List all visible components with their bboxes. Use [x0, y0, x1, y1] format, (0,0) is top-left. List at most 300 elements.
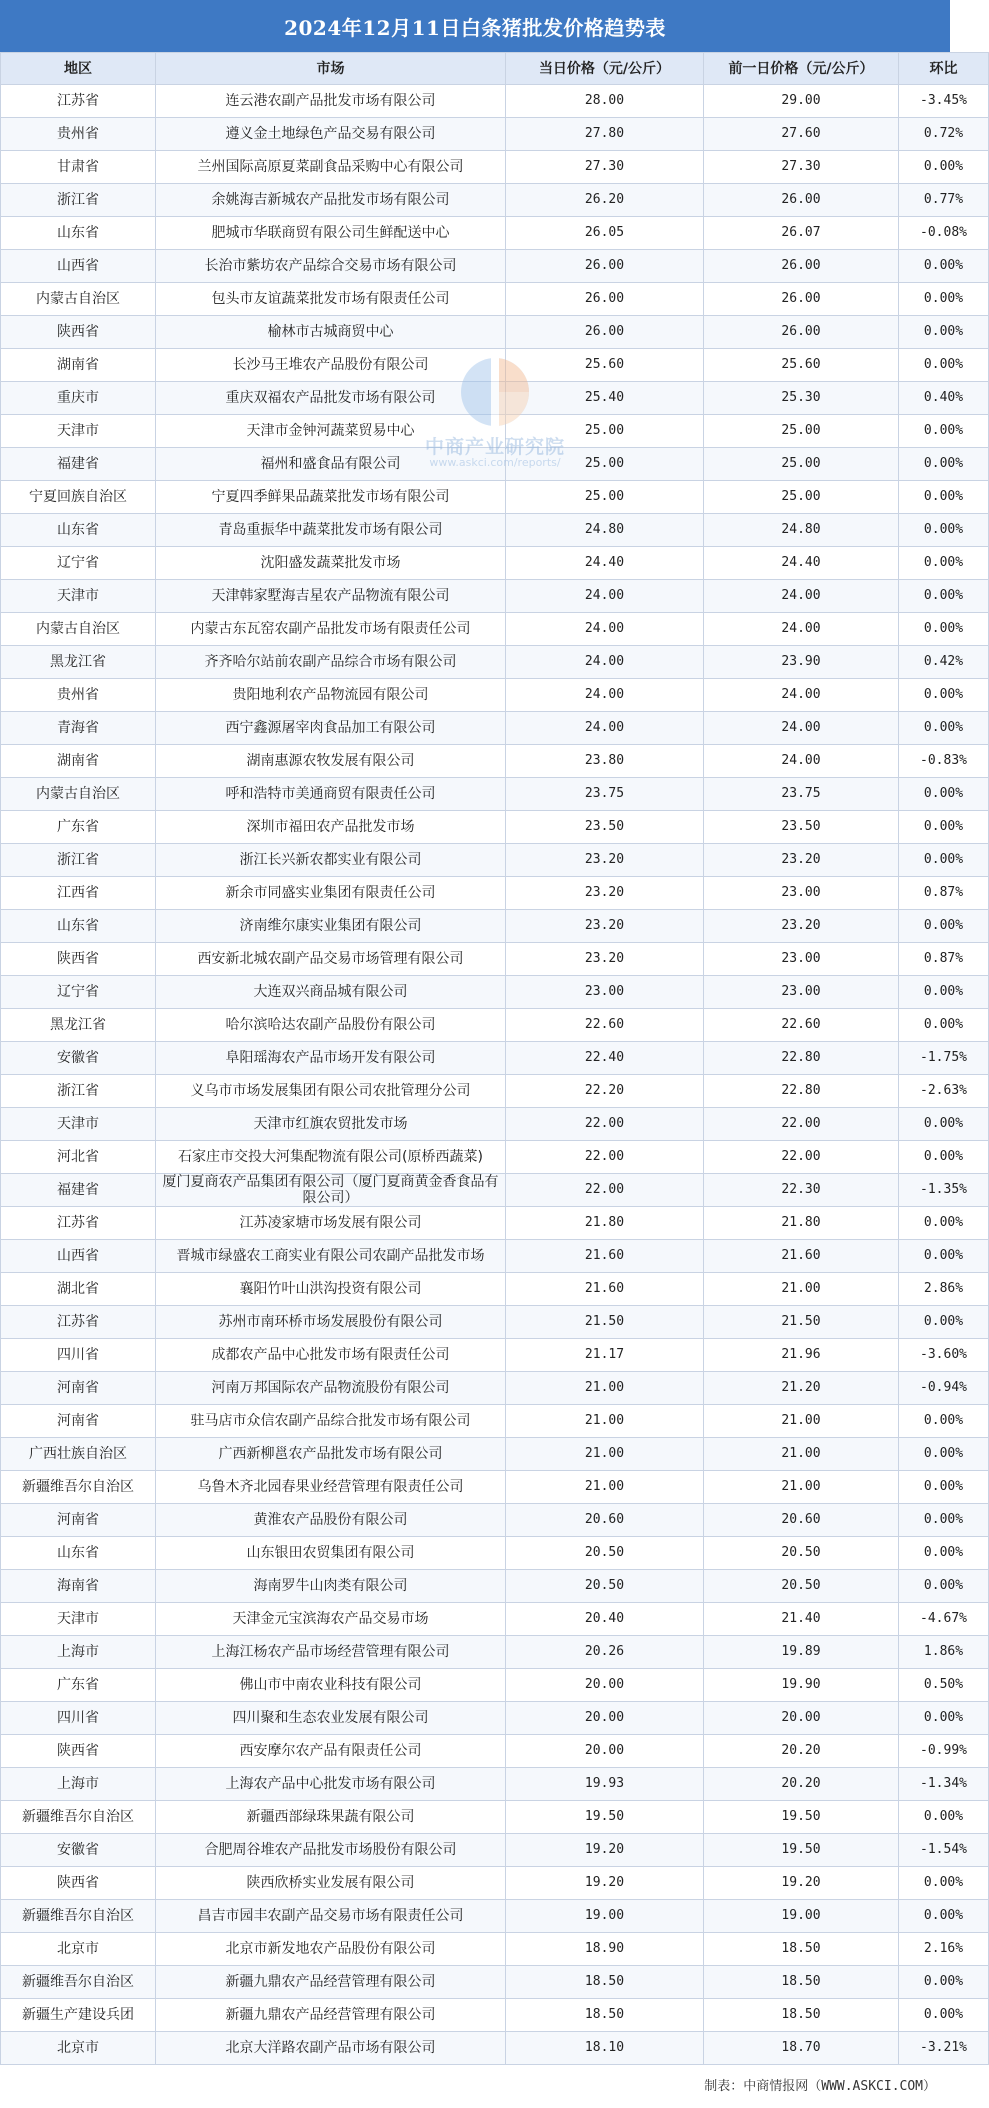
row-change: 0.40% [899, 382, 989, 415]
row-today-price: 27.30 [506, 151, 704, 184]
row-prev-price: 24.00 [704, 745, 899, 778]
row-region: 陕西省 [1, 1735, 156, 1768]
row-market: 北京大洋路农副产品市场有限公司 [156, 2032, 506, 2065]
row-region: 山东省 [1, 1537, 156, 1570]
row-market: 山东银田农贸集团有限公司 [156, 1537, 506, 1570]
row-market: 长沙马王堆农产品股份有限公司 [156, 349, 506, 382]
table-row [1, 1966, 989, 1999]
table-row [1, 448, 989, 481]
row-change: -4.67% [899, 1603, 989, 1636]
table-row [1, 1570, 989, 1603]
row-region: 天津市 [1, 580, 156, 613]
row-change: 0.00% [899, 250, 989, 283]
row-today-price: 21.60 [506, 1273, 704, 1306]
row-prev-price: 20.20 [704, 1768, 899, 1801]
row-prev-price: 20.20 [704, 1735, 899, 1768]
row-prev-price: 21.50 [704, 1306, 899, 1339]
row-today-price: 21.50 [506, 1306, 704, 1339]
row-region: 湖北省 [1, 1273, 156, 1306]
row-change: -2.63% [899, 1075, 989, 1108]
row-change: -1.75% [899, 1042, 989, 1075]
row-region: 新疆维吾尔自治区 [1, 1900, 156, 1933]
row-change: 0.00% [899, 1900, 989, 1933]
row-prev-price: 19.89 [704, 1636, 899, 1669]
row-prev-price: 19.20 [704, 1867, 899, 1900]
row-market: 石家庄市交投大河集配物流有限公司(原桥西蔬菜) [156, 1141, 506, 1174]
table-body [1, 85, 989, 2065]
row-today-price: 19.50 [506, 1801, 704, 1834]
row-region: 四川省 [1, 1702, 156, 1735]
row-today-price: 22.20 [506, 1075, 704, 1108]
row-prev-price: 24.80 [704, 514, 899, 547]
row-market: 浙江长兴新农都实业有限公司 [156, 844, 506, 877]
row-prev-price: 22.60 [704, 1009, 899, 1042]
row-prev-price: 23.00 [704, 976, 899, 1009]
row-today-price: 24.00 [506, 679, 704, 712]
row-change: 0.00% [899, 1306, 989, 1339]
row-today-price: 20.50 [506, 1537, 704, 1570]
row-today-price: 19.93 [506, 1768, 704, 1801]
row-today-price: 24.00 [506, 580, 704, 613]
table-row [1, 1108, 989, 1141]
row-region: 天津市 [1, 415, 156, 448]
row-change: 0.00% [899, 481, 989, 514]
row-market: 贵阳地利农产品物流园有限公司 [156, 679, 506, 712]
table-row [1, 1207, 989, 1240]
row-today-price: 21.00 [506, 1471, 704, 1504]
row-region: 安徽省 [1, 1042, 156, 1075]
table-container [0, 52, 967, 2065]
row-region: 江苏省 [1, 85, 156, 118]
row-today-price: 20.00 [506, 1669, 704, 1702]
row-today-price: 25.00 [506, 415, 704, 448]
table-row [1, 1900, 989, 1933]
row-change: 0.00% [899, 1438, 989, 1471]
table-row [1, 415, 989, 448]
row-market: 济南维尔康实业集团有限公司 [156, 910, 506, 943]
row-market: 深圳市福田农产品批发市场 [156, 811, 506, 844]
row-market: 天津市金钟河蔬菜贸易中心 [156, 415, 506, 448]
row-market: 重庆双福农产品批发市场有限公司 [156, 382, 506, 415]
row-prev-price: 23.20 [704, 910, 899, 943]
row-prev-price: 23.00 [704, 943, 899, 976]
table-row [1, 778, 989, 811]
table-row [1, 1735, 989, 1768]
row-change: -0.94% [899, 1372, 989, 1405]
row-region: 山东省 [1, 217, 156, 250]
row-change: -1.35% [899, 1174, 989, 1207]
row-prev-price: 21.20 [704, 1372, 899, 1405]
row-market: 新余市同盛实业集团有限责任公司 [156, 877, 506, 910]
header-region: 地区 [1, 53, 156, 85]
table-row [1, 646, 989, 679]
row-market: 福州和盛食品有限公司 [156, 448, 506, 481]
row-change: 0.00% [899, 316, 989, 349]
table-row [1, 877, 989, 910]
row-prev-price: 25.00 [704, 415, 899, 448]
row-market: 西宁鑫源屠宰肉食品加工有限公司 [156, 712, 506, 745]
row-today-price: 26.00 [506, 316, 704, 349]
row-market: 义乌市市场发展集团有限公司农批管理分公司 [156, 1075, 506, 1108]
table-row [1, 1141, 989, 1174]
table-row [1, 1438, 989, 1471]
row-today-price: 22.00 [506, 1108, 704, 1141]
row-change: 0.00% [899, 910, 989, 943]
row-change: -0.08% [899, 217, 989, 250]
table-row [1, 712, 989, 745]
table-row [1, 1834, 989, 1867]
row-region: 天津市 [1, 1108, 156, 1141]
row-prev-price: 23.75 [704, 778, 899, 811]
watermark-url: www.askci.com/reports/ [429, 456, 561, 469]
row-market: 新疆西部绿珠果蔬有限公司 [156, 1801, 506, 1834]
row-today-price: 19.00 [506, 1900, 704, 1933]
row-change: 0.00% [899, 349, 989, 382]
row-market: 青岛重振华中蔬菜批发市场有限公司 [156, 514, 506, 547]
row-region: 安徽省 [1, 1834, 156, 1867]
table-row [1, 547, 989, 580]
row-today-price: 23.00 [506, 976, 704, 1009]
row-region: 江苏省 [1, 1306, 156, 1339]
row-change: 0.00% [899, 1405, 989, 1438]
row-change: -0.99% [899, 1735, 989, 1768]
row-change: 0.77% [899, 184, 989, 217]
row-change: 0.00% [899, 778, 989, 811]
row-region: 上海市 [1, 1768, 156, 1801]
row-prev-price: 26.00 [704, 283, 899, 316]
row-change: 0.00% [899, 448, 989, 481]
table-row [1, 1504, 989, 1537]
table-row [1, 1042, 989, 1075]
row-region: 辽宁省 [1, 547, 156, 580]
table-row [1, 151, 989, 184]
table-row [1, 1372, 989, 1405]
row-change: 0.00% [899, 976, 989, 1009]
row-market: 襄阳竹叶山洪沟投资有限公司 [156, 1273, 506, 1306]
table-row [1, 580, 989, 613]
row-market: 长治市紫坊农产品综合交易市场有限公司 [156, 250, 506, 283]
row-change: 0.00% [899, 1240, 989, 1273]
table-row [1, 745, 989, 778]
row-prev-price: 20.60 [704, 1504, 899, 1537]
row-region: 山东省 [1, 910, 156, 943]
row-market: 齐齐哈尔站前农副产品综合市场有限公司 [156, 646, 506, 679]
row-region: 浙江省 [1, 1075, 156, 1108]
table-row [1, 1768, 989, 1801]
row-prev-price: 21.80 [704, 1207, 899, 1240]
row-market: 遵义金土地绿色产品交易有限公司 [156, 118, 506, 151]
row-change: 0.00% [899, 679, 989, 712]
row-market: 海南罗牛山肉类有限公司 [156, 1570, 506, 1603]
row-region: 江苏省 [1, 1207, 156, 1240]
row-change: 0.42% [899, 646, 989, 679]
row-market: 四川聚和生态农业发展有限公司 [156, 1702, 506, 1735]
table-row [1, 976, 989, 1009]
row-today-price: 25.00 [506, 481, 704, 514]
row-change: -1.34% [899, 1768, 989, 1801]
row-market: 苏州市南环桥市场发展股份有限公司 [156, 1306, 506, 1339]
row-market: 新疆九鼎农产品经营管理有限公司 [156, 1999, 506, 2032]
row-today-price: 23.75 [506, 778, 704, 811]
table-row [1, 1999, 989, 2032]
row-region: 青海省 [1, 712, 156, 745]
row-change: 1.86% [899, 1636, 989, 1669]
row-region: 黑龙江省 [1, 646, 156, 679]
row-today-price: 19.20 [506, 1867, 704, 1900]
row-change: 0.00% [899, 580, 989, 613]
row-today-price: 22.60 [506, 1009, 704, 1042]
row-region: 河南省 [1, 1372, 156, 1405]
row-change: 0.00% [899, 712, 989, 745]
table-row [1, 1669, 989, 1702]
row-market: 黄淮农产品股份有限公司 [156, 1504, 506, 1537]
row-market: 合肥周谷堆农产品批发市场股份有限公司 [156, 1834, 506, 1867]
table-row [1, 217, 989, 250]
row-today-price: 20.50 [506, 1570, 704, 1603]
row-prev-price: 19.00 [704, 1900, 899, 1933]
row-today-price: 20.40 [506, 1603, 704, 1636]
row-prev-price: 22.30 [704, 1174, 899, 1207]
row-change: -3.45% [899, 85, 989, 118]
header-change: 环比 [899, 53, 989, 85]
row-prev-price: 23.00 [704, 877, 899, 910]
row-region: 福建省 [1, 1174, 156, 1207]
row-region: 江西省 [1, 877, 156, 910]
row-today-price: 25.60 [506, 349, 704, 382]
row-prev-price: 20.00 [704, 1702, 899, 1735]
row-today-price: 26.05 [506, 217, 704, 250]
row-change: -3.60% [899, 1339, 989, 1372]
row-prev-price: 20.50 [704, 1570, 899, 1603]
table-row [1, 184, 989, 217]
row-today-price: 24.00 [506, 712, 704, 745]
row-region: 湖南省 [1, 349, 156, 382]
row-market: 连云港农副产品批发市场有限公司 [156, 85, 506, 118]
row-market: 陕西欣桥实业发展有限公司 [156, 1867, 506, 1900]
row-change: 0.00% [899, 1141, 989, 1174]
row-today-price: 20.00 [506, 1702, 704, 1735]
row-change: 0.00% [899, 1537, 989, 1570]
row-prev-price: 18.50 [704, 1966, 899, 1999]
row-change: 0.50% [899, 1669, 989, 1702]
row-today-price: 23.20 [506, 844, 704, 877]
table-row [1, 1273, 989, 1306]
row-market: 北京市新发地农产品股份有限公司 [156, 1933, 506, 1966]
row-market: 西安新北城农副产品交易市场管理有限公司 [156, 943, 506, 976]
row-prev-price: 21.40 [704, 1603, 899, 1636]
price-table [0, 52, 989, 2065]
row-today-price: 20.00 [506, 1735, 704, 1768]
table-row [1, 943, 989, 976]
row-prev-price: 23.50 [704, 811, 899, 844]
table-row [1, 2032, 989, 2065]
row-region: 陕西省 [1, 943, 156, 976]
row-region: 辽宁省 [1, 976, 156, 1009]
row-change: 0.87% [899, 877, 989, 910]
row-prev-price: 25.30 [704, 382, 899, 415]
row-prev-price: 23.20 [704, 844, 899, 877]
row-region: 天津市 [1, 1603, 156, 1636]
table-row [1, 316, 989, 349]
row-region: 浙江省 [1, 184, 156, 217]
row-today-price: 20.60 [506, 1504, 704, 1537]
row-change: -0.83% [899, 745, 989, 778]
row-market: 包头市友谊蔬菜批发市场有限责任公司 [156, 283, 506, 316]
row-prev-price: 27.60 [704, 118, 899, 151]
table-row [1, 85, 989, 118]
row-change: 0.00% [899, 613, 989, 646]
row-prev-price: 27.30 [704, 151, 899, 184]
row-region: 山东省 [1, 514, 156, 547]
row-market: 驻马店市众信农副产品综合批发市场有限公司 [156, 1405, 506, 1438]
row-market: 晋城市绿盛农工商实业有限公司农副产品批发市场 [156, 1240, 506, 1273]
row-region: 内蒙古自治区 [1, 613, 156, 646]
header-market: 市场 [156, 53, 506, 85]
row-today-price: 26.00 [506, 283, 704, 316]
row-change: 0.00% [899, 844, 989, 877]
row-change: 0.00% [899, 283, 989, 316]
row-market: 宁夏四季鲜果品蔬菜批发市场有限公司 [156, 481, 506, 514]
row-prev-price: 25.00 [704, 448, 899, 481]
row-today-price: 24.40 [506, 547, 704, 580]
table-row [1, 118, 989, 151]
row-region: 贵州省 [1, 118, 156, 151]
row-prev-price: 25.00 [704, 481, 899, 514]
row-market: 新疆九鼎农产品经营管理有限公司 [156, 1966, 506, 1999]
table-row [1, 679, 989, 712]
table-row [1, 283, 989, 316]
row-market: 余姚海吉新城农产品批发市场有限公司 [156, 184, 506, 217]
table-row [1, 250, 989, 283]
row-change: 0.00% [899, 415, 989, 448]
row-change: 0.00% [899, 1207, 989, 1240]
row-market: 大连双兴商品城有限公司 [156, 976, 506, 1009]
row-region: 黑龙江省 [1, 1009, 156, 1042]
footer-credit: 制表：中商情报网（WWW.ASKCI.COM） [704, 2078, 936, 2094]
row-market: 河南万邦国际农产品物流股份有限公司 [156, 1372, 506, 1405]
row-today-price: 26.00 [506, 250, 704, 283]
row-region: 新疆维吾尔自治区 [1, 1471, 156, 1504]
row-region: 广东省 [1, 811, 156, 844]
row-prev-price: 19.50 [704, 1801, 899, 1834]
row-market: 内蒙古东瓦窑农副产品批发市场有限责任公司 [156, 613, 506, 646]
row-prev-price: 21.60 [704, 1240, 899, 1273]
page-title: 2024年12月11日白条猪批发价格趋势表 [0, 0, 950, 52]
row-region: 广东省 [1, 1669, 156, 1702]
row-change: 0.00% [899, 811, 989, 844]
row-market: 西安摩尔农产品有限责任公司 [156, 1735, 506, 1768]
row-today-price: 18.50 [506, 1966, 704, 1999]
header-prev-price: 前一日价格（元/公斤） [704, 53, 899, 85]
row-change: 0.00% [899, 1999, 989, 2032]
row-today-price: 18.50 [506, 1999, 704, 2032]
row-region: 湖南省 [1, 745, 156, 778]
row-change: 0.00% [899, 1009, 989, 1042]
row-prev-price: 24.00 [704, 580, 899, 613]
row-region: 陕西省 [1, 1867, 156, 1900]
row-change: -1.54% [899, 1834, 989, 1867]
row-region: 新疆维吾尔自治区 [1, 1966, 156, 1999]
row-prev-price: 22.80 [704, 1042, 899, 1075]
row-prev-price: 18.50 [704, 1999, 899, 2032]
row-change: 0.00% [899, 1570, 989, 1603]
row-region: 宁夏回族自治区 [1, 481, 156, 514]
row-region: 海南省 [1, 1570, 156, 1603]
row-change: 0.00% [899, 514, 989, 547]
table-row [1, 514, 989, 547]
row-market: 肥城市华联商贸有限公司生鲜配送中心 [156, 217, 506, 250]
row-region: 广西壮族自治区 [1, 1438, 156, 1471]
table-row [1, 1471, 989, 1504]
table-row [1, 1174, 989, 1207]
row-region: 四川省 [1, 1339, 156, 1372]
watermark-text: 中商产业研究院 [424, 436, 565, 458]
row-today-price: 21.80 [506, 1207, 704, 1240]
row-market: 哈尔滨哈达农副产品股份有限公司 [156, 1009, 506, 1042]
table-row [1, 910, 989, 943]
row-region: 甘肃省 [1, 151, 156, 184]
table-row [1, 1801, 989, 1834]
row-change: 0.00% [899, 1966, 989, 1999]
table-row [1, 1537, 989, 1570]
table-row [1, 1075, 989, 1108]
row-change: 0.00% [899, 547, 989, 580]
row-today-price: 18.10 [506, 2032, 704, 2065]
row-prev-price: 22.80 [704, 1075, 899, 1108]
row-today-price: 23.50 [506, 811, 704, 844]
row-region: 新疆维吾尔自治区 [1, 1801, 156, 1834]
row-prev-price: 26.00 [704, 184, 899, 217]
row-today-price: 23.80 [506, 745, 704, 778]
table-row [1, 1009, 989, 1042]
row-prev-price: 22.00 [704, 1141, 899, 1174]
row-region: 河北省 [1, 1141, 156, 1174]
row-prev-price: 22.00 [704, 1108, 899, 1141]
row-region: 内蒙古自治区 [1, 778, 156, 811]
row-market: 上海江杨农产品市场经营管理有限公司 [156, 1636, 506, 1669]
row-change: 2.16% [899, 1933, 989, 1966]
table-row [1, 382, 989, 415]
row-prev-price: 24.00 [704, 679, 899, 712]
row-region: 福建省 [1, 448, 156, 481]
row-today-price: 21.00 [506, 1372, 704, 1405]
row-today-price: 24.00 [506, 646, 704, 679]
row-prev-price: 26.07 [704, 217, 899, 250]
table-row [1, 1405, 989, 1438]
table-row [1, 349, 989, 382]
row-region: 浙江省 [1, 844, 156, 877]
row-market: 沈阳盛发蔬菜批发市场 [156, 547, 506, 580]
row-change: 0.00% [899, 1471, 989, 1504]
row-today-price: 23.20 [506, 877, 704, 910]
row-market: 阜阳瑶海农产品市场开发有限公司 [156, 1042, 506, 1075]
row-market: 江苏凌家塘市场发展有限公司 [156, 1207, 506, 1240]
table-row [1, 1306, 989, 1339]
row-today-price: 22.40 [506, 1042, 704, 1075]
row-change: 0.00% [899, 1801, 989, 1834]
row-today-price: 24.00 [506, 613, 704, 646]
row-change: 0.00% [899, 1504, 989, 1537]
row-region: 陕西省 [1, 316, 156, 349]
row-prev-price: 29.00 [704, 85, 899, 118]
row-region: 北京市 [1, 2032, 156, 2065]
row-today-price: 28.00 [506, 85, 704, 118]
row-today-price: 26.20 [506, 184, 704, 217]
row-region: 上海市 [1, 1636, 156, 1669]
row-change: 0.00% [899, 1108, 989, 1141]
row-prev-price: 20.50 [704, 1537, 899, 1570]
row-market: 昌吉市园丰农副产品交易市场有限责任公司 [156, 1900, 506, 1933]
